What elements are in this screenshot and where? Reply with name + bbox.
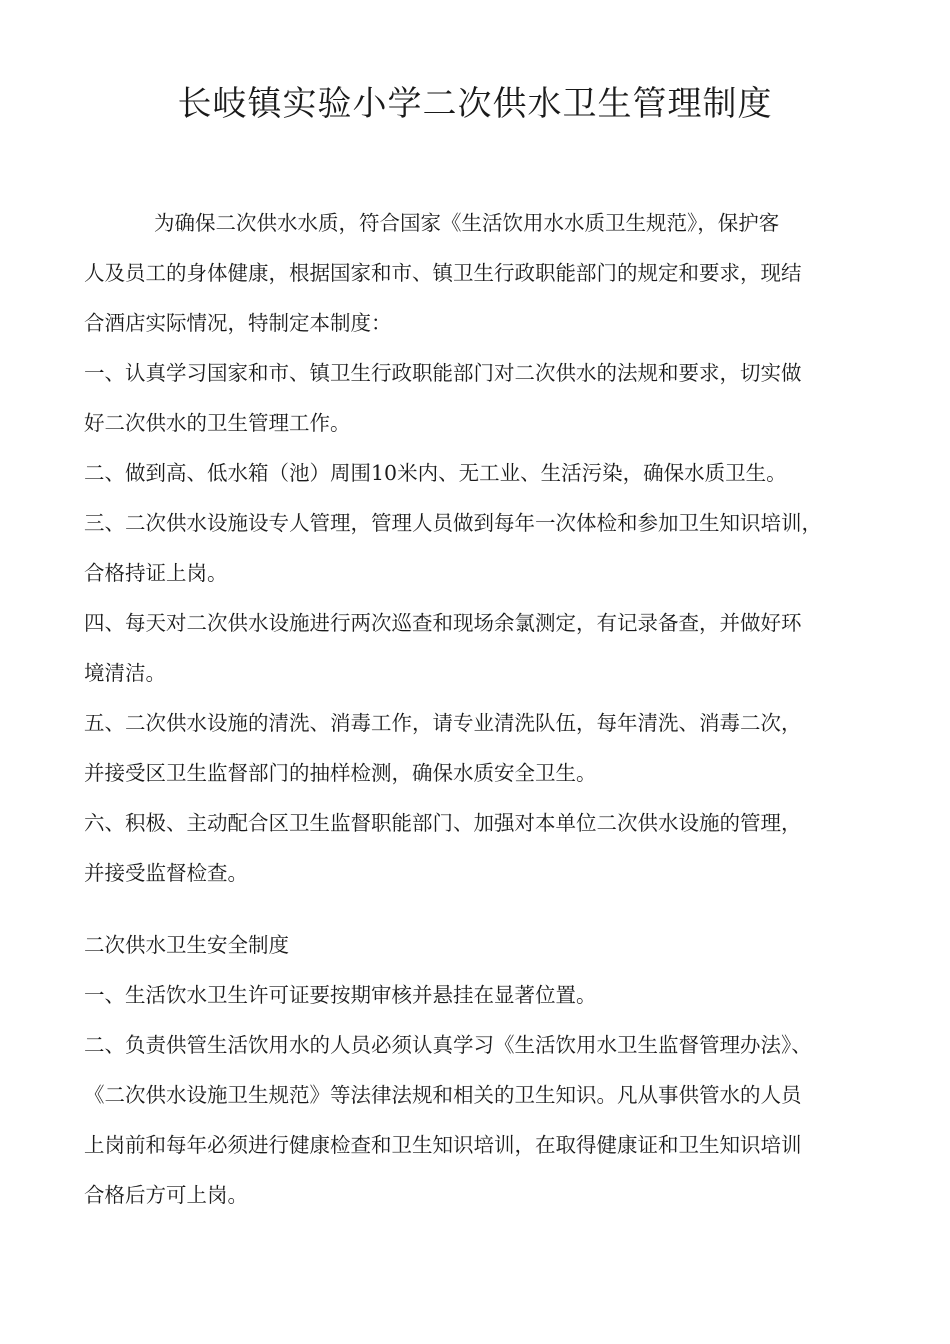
intro-line: 为确保二次供水水质，符合国家《生活饮用水水质卫生规范》，保护客 <box>154 211 780 235</box>
rule-item-5 <box>84 698 874 798</box>
section2-title: 二次供水卫生安全制度 <box>84 933 289 957</box>
rule-line: 《二次供水设施卫生规范》等法律法规和相关的卫生知识。凡从事供管水的人员 <box>84 1083 802 1107</box>
rule-line: 二、做到高、低水箱（池）周围10米内、无工业、生活污染，确保水质卫生。 <box>84 461 787 485</box>
rule-line: 一、认真学习国家和市、镇卫生行政职能部门对二次供水的法规和要求，切实做 <box>84 361 802 385</box>
rule-item-4 <box>84 598 874 698</box>
document-body <box>84 198 874 1220</box>
rule-line: 好二次供水的卫生管理工作。 <box>84 411 351 435</box>
rule-line: 二、负责供管生活饮用水的人员必须认真学习《生活饮用水卫生监督管理办法》、 <box>84 1033 812 1057</box>
rule-line: 境清洁。 <box>84 661 166 685</box>
rule-item-6 <box>84 798 874 898</box>
rule-line: 并接受区卫生监督部门的抽样检测，确保水质安全卫生。 <box>84 761 597 785</box>
rule-line: 合格后方可上岗。 <box>84 1183 248 1207</box>
rule-line: 五、二次供水设施的清洗、消毒工作，请专业清洗队伍，每年清洗、消毒二次， <box>84 711 802 735</box>
document-title: 长岐镇实验小学二次供水卫生管理制度 <box>177 84 773 124</box>
intro-line: 合酒店实际情况，特制定本制度： <box>84 311 392 335</box>
rule-line: 合格持证上岗。 <box>84 561 228 585</box>
rule-line: 六、积极、主动配合区卫生监督职能部门、加强对本单位二次供水设施的管理， <box>84 811 802 835</box>
rule-line: 三、二次供水设施设专人管理，管理人员做到每年一次体检和参加卫生知识培训， <box>84 511 822 535</box>
section2-item-2 <box>84 1020 874 1220</box>
rule-item-3 <box>84 498 874 598</box>
rule-line: 上岗前和每年必须进行健康检查和卫生知识培训，在取得健康证和卫生知识培训 <box>84 1133 802 1157</box>
rule-line: 一、生活饮水卫生许可证要按期审核并悬挂在显著位置。 <box>84 983 597 1007</box>
rule-item-1 <box>84 348 874 448</box>
rule-line: 并接受监督检查。 <box>84 861 248 885</box>
rule-item-2 <box>84 448 874 498</box>
rule-line: 四、每天对二次供水设施进行两次巡查和现场余氯测定，有记录备查，并做好环 <box>84 611 802 635</box>
intro-line: 人及员工的身体健康，根据国家和市、镇卫生行政职能部门的规定和要求，现结 <box>84 261 802 285</box>
intro-paragraph <box>84 198 874 348</box>
section2-item-1 <box>84 970 874 1020</box>
